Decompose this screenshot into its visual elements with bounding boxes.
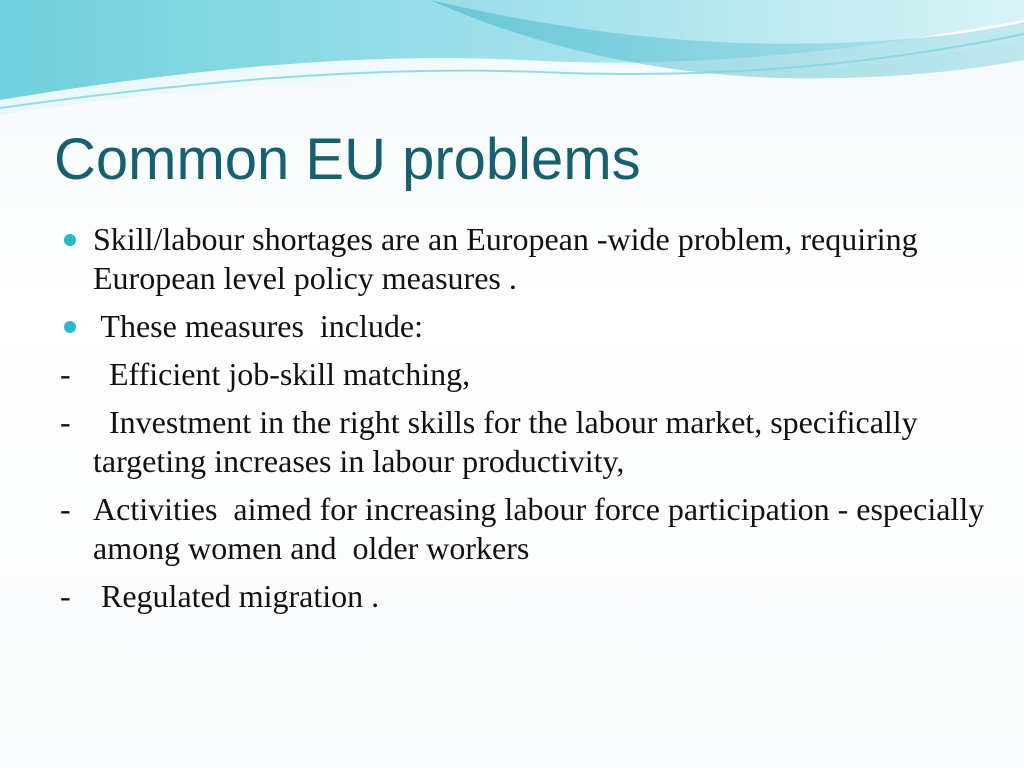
list-item-text: Activities aimed for increasing labour force participation - especially among women and older workers <box>93 491 993 566</box>
list-item-text: Efficient job-skill matching, <box>93 356 471 392</box>
list-item-text: Investment in the right skills for the labour market, specifically targeting increases in labour productivity, <box>93 404 926 479</box>
list-item: - Efficient job-skill matching, <box>60 355 990 394</box>
list-item: - Investment in the right skills for the labour market, specifically targeting increases in labour productivity, <box>60 403 990 481</box>
header-wave-decoration <box>0 0 1024 120</box>
list-item-text: These measures include: <box>93 308 423 344</box>
list-item-text: Skill/labour shortages are an European -wide problem, requiring European level policy measures . <box>93 221 918 296</box>
bullet-list <box>60 220 993 616</box>
slide-title: Common EU problems <box>54 127 641 192</box>
list-item: - Regulated migration . <box>60 577 990 616</box>
list-item <box>60 220 990 298</box>
list-item: - Activities aimed for increasing labour force participation - especially among women and older workers <box>60 491 993 566</box>
list-item-text: Regulated migration . <box>93 578 380 614</box>
list-item <box>60 307 990 346</box>
